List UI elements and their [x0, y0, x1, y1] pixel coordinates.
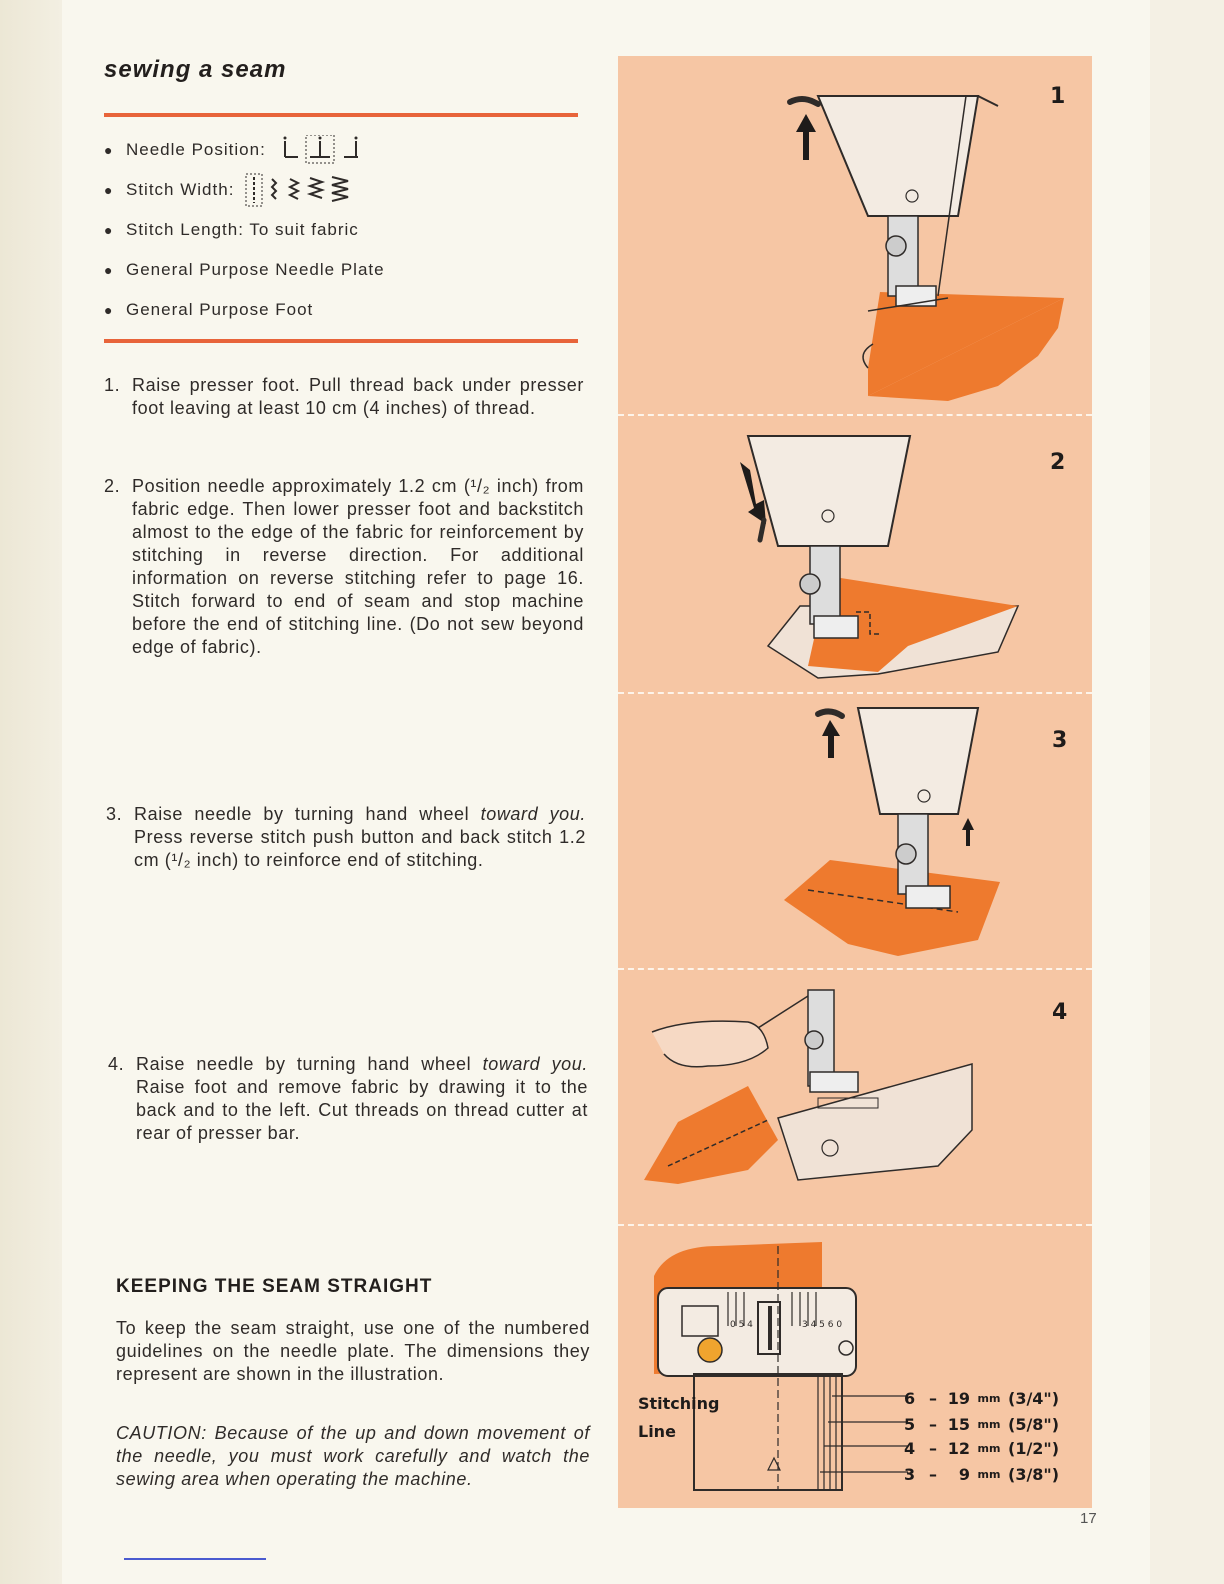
dash-icon: –	[929, 1438, 937, 1458]
spec-list	[104, 130, 584, 330]
plate-marks-left: 0 5 4	[730, 1320, 753, 1330]
page-heading: sewing a seam	[104, 56, 287, 83]
guide-inch: (1/2")	[1008, 1438, 1060, 1458]
guide-mm: 15	[947, 1414, 970, 1434]
step-text: Position needle approximately 1.2 cm (¹/₂ inch) from fabric edge. Then lower presser foot and backstitch almost to the edge of the fabric for reinforcement by stitching in reverse direction. For additional information on reverse stitching refer to page 16. Stitch forward to end of seam and stop machine before the end of stitching line. (Do not sew beyond edge of fabric).	[132, 476, 584, 657]
caution-text: CAUTION: Because of the up and down movement of the needle, you must work carefully and watch the sewing area when operating the machine.	[116, 1423, 590, 1489]
guide-number: 4	[904, 1438, 916, 1458]
step-emphasis: toward you.	[482, 1054, 588, 1074]
guide-unit: mm	[977, 1441, 1001, 1455]
guide-unit: mm	[977, 1391, 1001, 1405]
dash-icon: –	[929, 1464, 937, 1484]
step-3	[106, 803, 586, 872]
illustration-column	[618, 56, 1092, 1508]
spec-label: Needle Position:	[126, 140, 266, 159]
section-body: To keep the seam straight, use one of the numbered guidelines on the needle plate. The dimensions they represent are shown in the illustration.	[116, 1318, 590, 1384]
figure-3	[618, 694, 1092, 968]
guide-inch: (3/4")	[1008, 1388, 1060, 1408]
guide-unit: mm	[977, 1417, 1001, 1431]
step-number: 1.	[104, 375, 121, 395]
stitch-width-icon	[244, 173, 384, 207]
spec-text: Stitch Length: To suit fabric	[126, 220, 359, 239]
sewing-machine-reverse-stitch-illustration	[618, 694, 1092, 968]
spec-needle-plate	[104, 250, 584, 290]
step-number: 4.	[108, 1054, 125, 1074]
remove-fabric-illustration	[618, 970, 1092, 1224]
top-rule	[104, 113, 578, 117]
step-number: 2.	[104, 476, 121, 496]
step-emphasis: toward you.	[480, 804, 586, 824]
guide-inch: (5/8")	[1008, 1414, 1060, 1434]
bullet-icon: ●	[104, 262, 114, 278]
step-text: Raise needle by turning hand wheel	[136, 1054, 483, 1074]
spec-stitch-width	[104, 170, 584, 210]
bullet-icon: ●	[104, 142, 114, 158]
figure-4	[618, 970, 1092, 1224]
guide-row	[904, 1462, 1094, 1486]
figure-needle-plate	[618, 1226, 1092, 1508]
guide-mm: 9	[958, 1464, 970, 1484]
figure-number: 3	[1052, 728, 1068, 753]
guide-number: 6	[904, 1388, 916, 1408]
spec-text: General Purpose Foot	[126, 300, 314, 319]
guide-row	[904, 1412, 1094, 1436]
dash-icon: –	[929, 1388, 937, 1408]
step-text: Press reverse stitch push button and back stitch 1.2 cm (¹/₂ inch) to reinforce end of stitching.	[134, 827, 586, 870]
sewing-machine-raise-foot-illustration	[618, 56, 1092, 414]
spec-text: General Purpose Needle Plate	[126, 260, 385, 279]
guide-mm: 12	[947, 1438, 970, 1458]
stitching-line-label-1: Stitching	[638, 1394, 720, 1413]
plate-marks-right: 3 4 5 6 0	[802, 1320, 843, 1330]
figure-number: 4	[1052, 1000, 1068, 1025]
figure-number: 2	[1050, 450, 1066, 475]
step-1	[104, 374, 584, 420]
section-title: KEEPING THE SEAM STRAIGHT	[116, 1276, 433, 1297]
bullet-icon: ●	[104, 302, 114, 318]
guide-row	[904, 1386, 1094, 1410]
bottom-rule	[104, 339, 578, 343]
figure-number: 1	[1050, 84, 1066, 109]
guide-mm: 19	[947, 1388, 970, 1408]
sewing-machine-backstitch-illustration	[618, 416, 1092, 692]
bottom-link-underline	[124, 1558, 266, 1560]
figure-1	[618, 56, 1092, 414]
guide-inch: (3/8")	[1008, 1464, 1060, 1484]
page-number: 17	[1080, 1510, 1097, 1527]
guide-number: 5	[904, 1414, 916, 1434]
guide-number: 3	[904, 1464, 916, 1484]
step-text: Raise needle by turning hand wheel	[134, 804, 481, 824]
step-text: Raise foot and remove fabric by drawing it to the back and to the left. Cut threads on thread cutter at rear of presser bar.	[136, 1077, 588, 1143]
figure-2	[618, 416, 1092, 692]
spec-needle-position	[104, 130, 584, 170]
guide-unit: mm	[977, 1467, 1001, 1481]
spec-foot	[104, 290, 584, 330]
stitching-line-label-2: Line	[638, 1422, 676, 1441]
step-4	[108, 1053, 588, 1145]
step-2	[104, 475, 584, 659]
step-text: Raise presser foot. Pull thread back under presser foot leaving at least 10 cm (4 inches) of thread.	[132, 375, 584, 418]
spec-label: Stitch Width:	[126, 180, 235, 199]
guide-row	[904, 1436, 1094, 1460]
spec-stitch-length	[104, 210, 584, 250]
step-number: 3.	[106, 804, 123, 824]
bullet-icon: ●	[104, 182, 114, 198]
bullet-icon: ●	[104, 222, 114, 238]
needle-position-icon	[276, 135, 372, 165]
dash-icon: –	[929, 1414, 937, 1434]
page-left-edge	[0, 0, 62, 1584]
